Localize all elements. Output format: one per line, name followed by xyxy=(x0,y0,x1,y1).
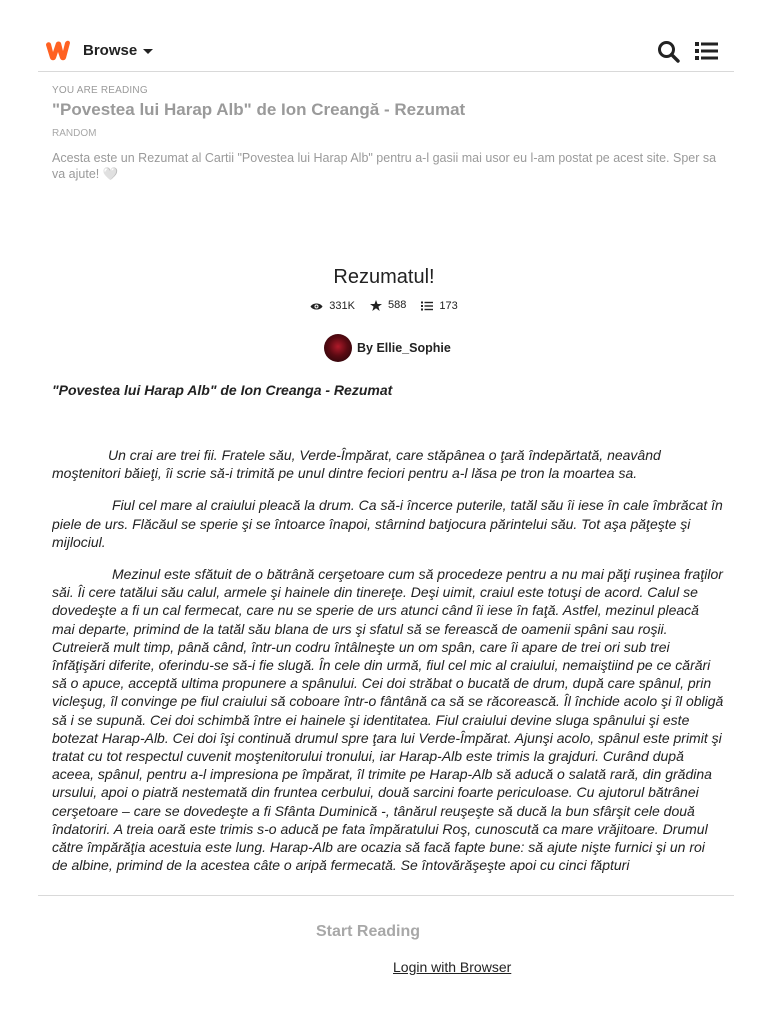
chapter-stats xyxy=(0,299,768,314)
eye-icon xyxy=(310,302,323,311)
parts-stat xyxy=(421,300,457,312)
start-reading-button[interactable]: Start Reading xyxy=(316,923,421,940)
paragraph: Un crai are trei fii. Fratele său, Verde-Împărat, care stăpânea o ţară îndepărtată, neavând moştenitori băieţi, îi scrie să-i trimită pe unul dintre feciori pentru a-l lăsa pe tron la moartea sa. xyxy=(52,447,661,482)
wattpad-logo-icon[interactable] xyxy=(44,39,71,63)
login-with-browser-link[interactable]: Login with Browser xyxy=(393,959,512,975)
story-description: Acesta este un Rezumat al Cartii "Povestea lui Harap Alb" pentru a-l gasii mai usor eu l-am postat pe acest site. Sper sa va ajute! 🤍 xyxy=(52,151,717,181)
browse-menu[interactable] xyxy=(83,42,153,59)
chapter-content xyxy=(52,380,724,894)
you-are-reading-label: YOU ARE READING xyxy=(52,85,148,96)
author-name[interactable]: By Ellie_Sophie xyxy=(357,341,451,355)
votes-count: 588 xyxy=(387,299,407,311)
story-category[interactable]: RANDOM xyxy=(52,128,97,139)
paragraph: Mezinul este sfătuit de o bătrână cerşetoare cum să procedeze pentru a nu mai păţi ruşinea fraţilor săi. Îi cere tatălui său calul, armele şi hainele din tinereţe. Deşi uimit, craiul este totuşi de acord. Calul se dovedeşte a fi un cal fermecat, care nu se sperie de urs atunci când îi iese în faţă. Astfel, mezinul pleacă mai departe, primind de la tatăl său blana de urs şi sfatul să se ferească de oamenii spâni sau roşii. Cutreieră mult timp, până când, într-un codru întâlneşte un om spân, care îi apare de trei ori sub trei înfăţişări diferite, oferindu-se să-i fie slugă. În cele din urmă, fiul cel mic al craiului, nemaiştiind pe ce cărări să o apuce, acceptă ultima propunere a spânului. Cei doi străbat o bucată de drum, după care spânul, prin vicleşug, îl convinge pe fiul craiului să coboare într-o fântână ca să se răcorească. Îl închide acolo şi îl obligă să i se supună. Cei doi schimbă între ei hainele şi identitatea. Fiul craiului devine sluga spânului şi este botezat Harap-Alb. Cei doi îşi continuă drumul spre ţara lui Verde-Împărat. Ajunşi acolo, spânul este primit şi tratat cu tot respectul cuvenit moştenitorului tronului, iar Harap-Alb este trimis la grajduri. Curând după aceea, spânul, pentru a-l impresiona pe împărat, îl trimite pe Harap-Alb să aducă o salată rară, din grădina ursului, apoi o piatră nestemată din fruntea cerbului, două sarcini foarte periculoase. Cu ajutorul bătrânei cerşetoare – care se dovedeşte a fi Sfânta Duminică -, tânărul reuşeşte să ducă la bun sfârşit cele două îndatoriri. A treia oară este trimis s-o aducă pe fata împăratului Roş, cunoscută ca mare vrăjitoare. Drumul către împărăţia acestuia este lung. Harap-Alb are ocazia să facă fapte bune: să ajute nişte furnici şi un roi de albine, primind de la acestea câte o aripă fermecată. Se întovărăşeşte apoi cu cinci făpturi xyxy=(52,566,724,874)
browse-label: Browse xyxy=(83,42,138,59)
content-heading: "Povestea lui Harap Alb" de Ion Creanga - Rezumat xyxy=(52,382,393,398)
story-title[interactable]: "Povestea lui Harap Alb" de Ion Creangă - Rezumat xyxy=(52,100,466,119)
caret-down-icon xyxy=(143,49,153,54)
chapter-title: Rezumatul! xyxy=(333,266,435,288)
search-icon[interactable] xyxy=(657,40,680,63)
avatar[interactable] xyxy=(324,334,352,362)
list-icon[interactable] xyxy=(695,41,718,61)
paragraph: Fiul cel mare al craiului pleacă la drum. Ca să-i încerce puterile, tatăl său îi iese în cale îmbrăcat în piele de urs. Flăcăul se sperie şi se întoarce înapoi, stârnind batjocura părintelui său. Tot aşa păţeşte şi mijlociul. xyxy=(52,497,723,550)
votes-stat xyxy=(370,299,406,311)
author-row[interactable] xyxy=(324,334,451,362)
parts-count: 173 xyxy=(439,299,458,312)
top-navigation-bar xyxy=(38,30,734,72)
reads-stat xyxy=(310,300,355,312)
list-small-icon xyxy=(421,301,433,311)
star-icon xyxy=(370,300,382,311)
footer-divider xyxy=(38,895,734,896)
reads-count: 331K xyxy=(329,300,355,312)
